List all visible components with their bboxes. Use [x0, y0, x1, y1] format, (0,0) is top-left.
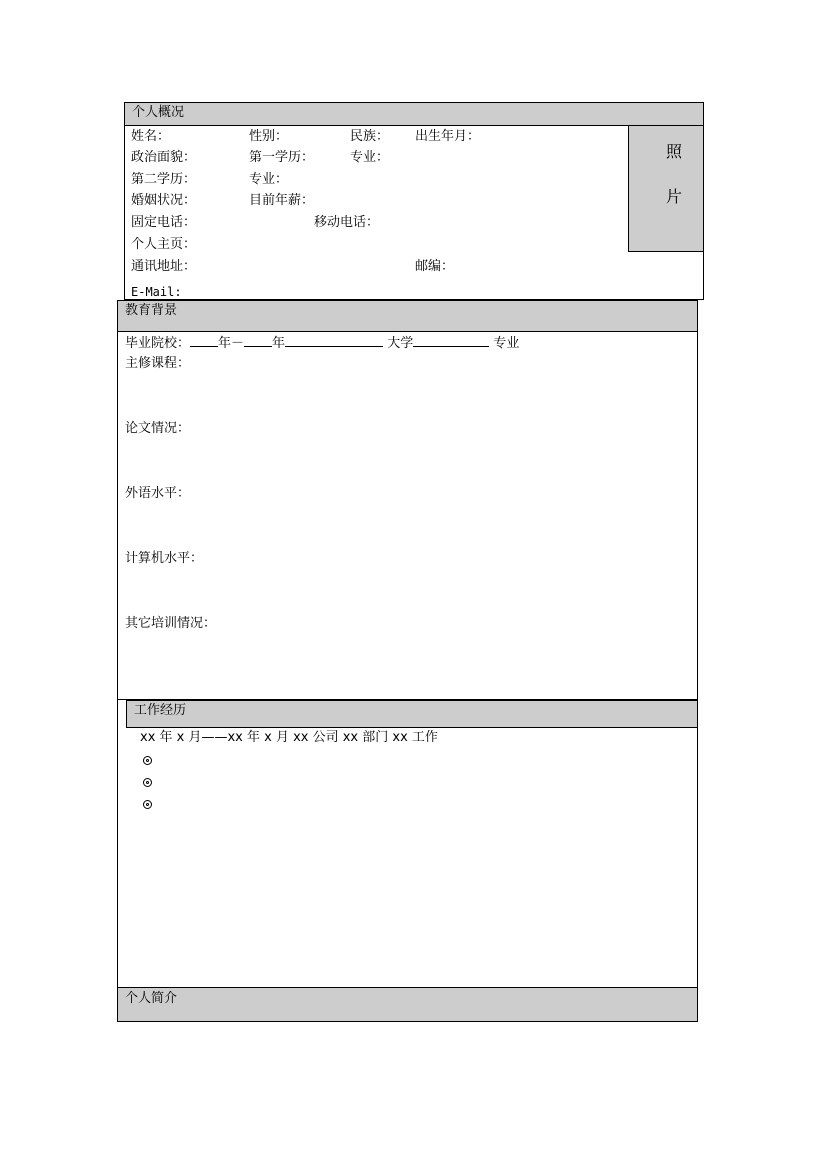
field-first-degree: 第一学历： [249, 150, 315, 165]
blank-university [285, 334, 383, 347]
education-header: 教育背景 [125, 303, 178, 318]
field-major2: 专业： [249, 172, 289, 187]
photo-label-bottom: 片 [666, 187, 683, 206]
work-entry: xx 年 x 月——xx 年 x 月 xx 公司 xx 部门 xx 工作 [140, 730, 438, 745]
field-major1: 专业： [350, 150, 390, 165]
field-email: E-Mail: [131, 285, 182, 299]
major-label: 专业 [493, 336, 520, 351]
bullet-icon [143, 800, 152, 809]
year2-label: 年 [272, 336, 286, 351]
field-homepage: 个人主页： [131, 237, 197, 252]
field-name: 姓名： [131, 129, 171, 144]
education-header-bar [117, 300, 698, 332]
blank-end-year [244, 334, 272, 347]
language-label: 外语水平： [125, 486, 191, 501]
bullet-icon [143, 778, 152, 787]
photo-label-top: 照 [666, 142, 683, 161]
school-label: 毕业院校： [125, 336, 191, 351]
computer-label: 计算机水平： [125, 551, 204, 566]
personal-header-bar [124, 102, 704, 126]
field-address: 通讯地址： [131, 259, 197, 274]
work-header-bar [126, 700, 698, 728]
work-header: 工作经历 [134, 703, 187, 718]
year1-label: 年－ [218, 336, 245, 351]
field-gender: 性别： [249, 129, 289, 144]
intro-header-bar [117, 987, 698, 1022]
education-section [117, 300, 698, 700]
field-landline: 固定电话： [131, 215, 197, 230]
school-line [125, 334, 519, 352]
field-second-degree: 第二学历： [131, 172, 197, 187]
intro-header: 个人简介 [125, 991, 178, 1006]
thesis-label: 论文情况： [125, 421, 191, 436]
personal-section [124, 102, 704, 300]
bullet-icon [143, 756, 152, 765]
personal-header: 个人概况 [132, 105, 185, 120]
field-mobile: 移动电话： [314, 215, 380, 230]
field-political: 政治面貌： [131, 150, 197, 165]
university-label: 大学 [387, 336, 414, 351]
blank-major [413, 334, 489, 347]
courses-label: 主修课程： [125, 356, 191, 371]
blank-start-year [190, 334, 218, 347]
field-ethnicity: 民族： [350, 129, 390, 144]
training-label: 其它培训情况： [125, 616, 217, 631]
field-marital: 婚姻状况： [131, 193, 197, 208]
field-salary: 目前年薪： [249, 193, 315, 208]
field-birth: 出生年月： [415, 129, 481, 144]
field-postcode: 邮编： [415, 259, 455, 274]
